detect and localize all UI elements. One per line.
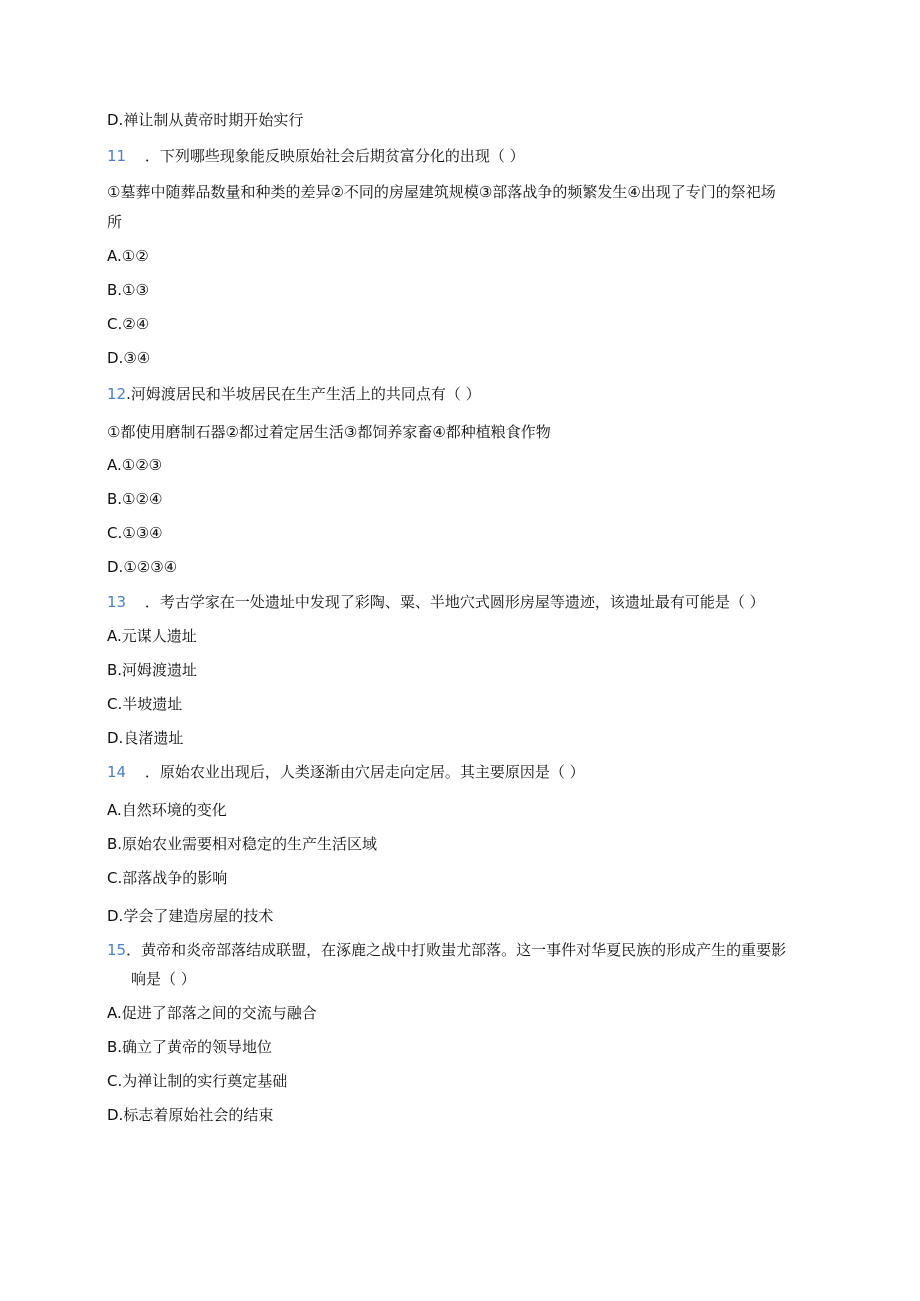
q14-question: [107, 762, 585, 782]
q15-stem-line1: ．黄帝和炎帝部落结成联盟，在涿鹿之战中打败蚩尤部落。这一事件对华夏民族的形成产生的重要影: [126, 941, 787, 959]
q15-option-c: C.为禅让制的实行奠定基础: [107, 1072, 288, 1090]
q11-items-line2: 所: [107, 213, 123, 231]
q14-option-b: B.原始农业需要相对稳定的生产生活区域: [107, 835, 378, 853]
q12-option-a: A.①②③: [107, 456, 163, 474]
q11-option-b: B.①③: [107, 281, 149, 299]
q11-option-d: D.③④: [107, 349, 151, 367]
q13-option-d: D.良渚遗址: [107, 729, 184, 747]
q11-question: [107, 146, 525, 166]
q15-question: [107, 940, 786, 960]
q13-option-c: C.半坡遗址: [107, 695, 183, 713]
q12-number: 12: [107, 385, 127, 403]
q11-stem: ．下列哪些现象能反映原始社会后期贫富分化的出现（ ）: [144, 147, 525, 165]
q13-stem: ．考古学家在一处遗址中发现了彩陶、粟、半地穴式圆形房屋等遗迹，该遗址最有可能是（ ）: [144, 593, 765, 611]
q11-items-line1: ①墓葬中随葬品数量和种类的差异②不同的房屋建筑规模③部落战争的频繁发生④出现了专门的祭祀场: [107, 183, 776, 201]
q12-question: [107, 384, 481, 404]
q12-items: ①都使用磨制石器②都过着定居生活③都饲养家畜④都种植粮食作物: [107, 423, 551, 441]
q11-number: 11: [107, 147, 127, 165]
q10-option-d: D.禅让制从黄帝时期开始实行: [107, 111, 304, 129]
q15-number: 15: [107, 941, 127, 959]
q14-option-a: A.自然环境的变化: [107, 801, 227, 819]
q15-stem-line2: 响是（ ）: [131, 970, 196, 988]
q12-option-c: C.①③④: [107, 524, 163, 542]
q13-number: 13: [107, 593, 127, 611]
q13-question: [107, 592, 765, 612]
q12-option-b: B.①②④: [107, 490, 163, 508]
q15-option-b: B.确立了黄帝的领导地位: [107, 1038, 273, 1056]
q14-stem: ．原始农业出现后，人类逐渐由穴居走向定居。其主要原因是（ ）: [144, 763, 585, 781]
q11-option-a: A.①②: [107, 247, 149, 265]
q14-option-d: D.学会了建造房屋的技术: [107, 907, 274, 925]
q14-option-c: C.部落战争的影响: [107, 869, 228, 887]
q14-number: 14: [107, 763, 127, 781]
q13-option-a: A.元谋人遗址: [107, 627, 197, 645]
q11-option-c: C.②④: [107, 315, 150, 333]
q12-option-d: D.①②③④: [107, 558, 178, 576]
q13-option-b: B.河姆渡遗址: [107, 661, 198, 679]
q15-option-d: D.标志着原始社会的结束: [107, 1106, 274, 1124]
q15-option-a: A.促进了部落之间的交流与融合: [107, 1004, 317, 1022]
q12-stem: .河姆渡居民和半坡居民在生产生活上的共同点有（ ）: [126, 385, 481, 403]
